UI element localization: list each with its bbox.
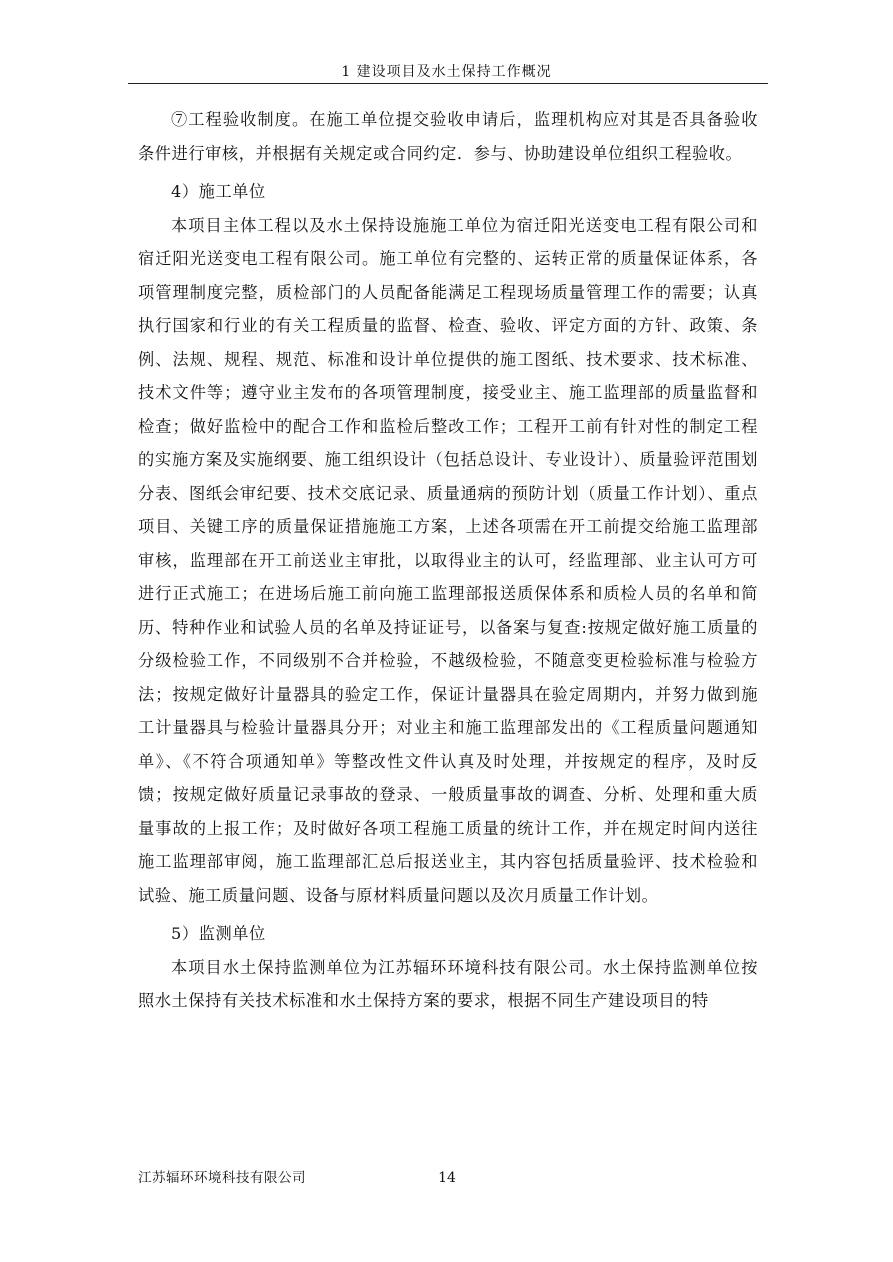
body-text xyxy=(138,103,758,1018)
header-rule xyxy=(128,83,768,84)
page-number: 14 xyxy=(438,1170,456,1186)
paragraph-construction-unit: 本项目主体工程以及水土保持设施施工单位为宿迁阳光送变电工程有限公司和宿迁阳光送变电工程有限公司。施工单位有完整的、运转正常的质量保证体系，各项管理制度完整，质检部门的人员配备能满足工程现场质量管理工作的需要；认真执行国家和行业的有关工程质量的监督、检查、验收、评定方面的方针、政策、条例、法规、规程、规范、标准和设计单位提供的施工图纸、技术要求、技术标准、技术文件等；遵守业主发布的各项管理制度，接受业主、施工监理部的质量监督和检查；做好监检中的配合工作和监检后整改工作；工程开工前有针对性的制定工程的实施方案及实施纲要、施工组织设计（包括总设计、专业设计）、质量验评范围划分表、图纸会审纪要、技术交底记录、质量通病的预防计划（质量工作计划）、重点项目、关键工序的质量保证措施施工方案，上述各项需在开工前提交给施工监理部审核，监理部在开工前送业主审批，以取得业主的认可，经监理部、业主认可方可进行正式施工；在进场后施工前向施工监理部报送质保体系和质检人员的名单和简历、特种作业和试验人员的名单及持证证号，以备案与复查:按规定做好施工质量的分级检验工作，不同级别不合并检验，不越级检验，不随意变更检验标准与检验方法；按规定做好计量器具的验定工作，保证计量器具在验定周期内，并努力做到施工计量器具与检验计量器具分开；对业主和施工监理部发出的《工程质量问题通知单》、《不符合项通知单》等整改性文件认真及时处理，并按规定的程序，及时反馈；按规定做好质量记录事故的登录、一般质量事故的调查、分析、处理和重大质量事故的上报工作；及时做好各项工程施工质量的统计工作，并在规定时间内送往施工监理部审阅，施工监理部汇总后报送业主，其内容包括质量验评、技术检验和试验、施工质量问题、设备与原材料质量问题以及次月质量工作计划。 xyxy=(138,215,758,905)
paragraph-acceptance-system: ⑦工程验收制度。在施工单位提交验收申请后，监理机构应对其是否具备验收条件进行审核，并根据有关规定或合同约定．参与、协助建设单位组织工程验收。 xyxy=(138,110,758,163)
section-heading-construction-unit: 4）施工单位 xyxy=(171,182,266,201)
footer-company-name: 江苏辐环环境科技有限公司 xyxy=(138,1170,306,1186)
running-header: 1 建设项目及水土保持工作概况 xyxy=(341,64,552,80)
section-heading-monitoring-unit: 5）监测单位 xyxy=(171,924,266,943)
paragraph-monitoring-unit: 本项目水土保持监测单位为江苏辐环环境科技有限公司。水土保持监测单位按照水土保持有关技术标准和水土保持方案的要求，根据不同生产建设项目的特 xyxy=(138,957,758,1010)
